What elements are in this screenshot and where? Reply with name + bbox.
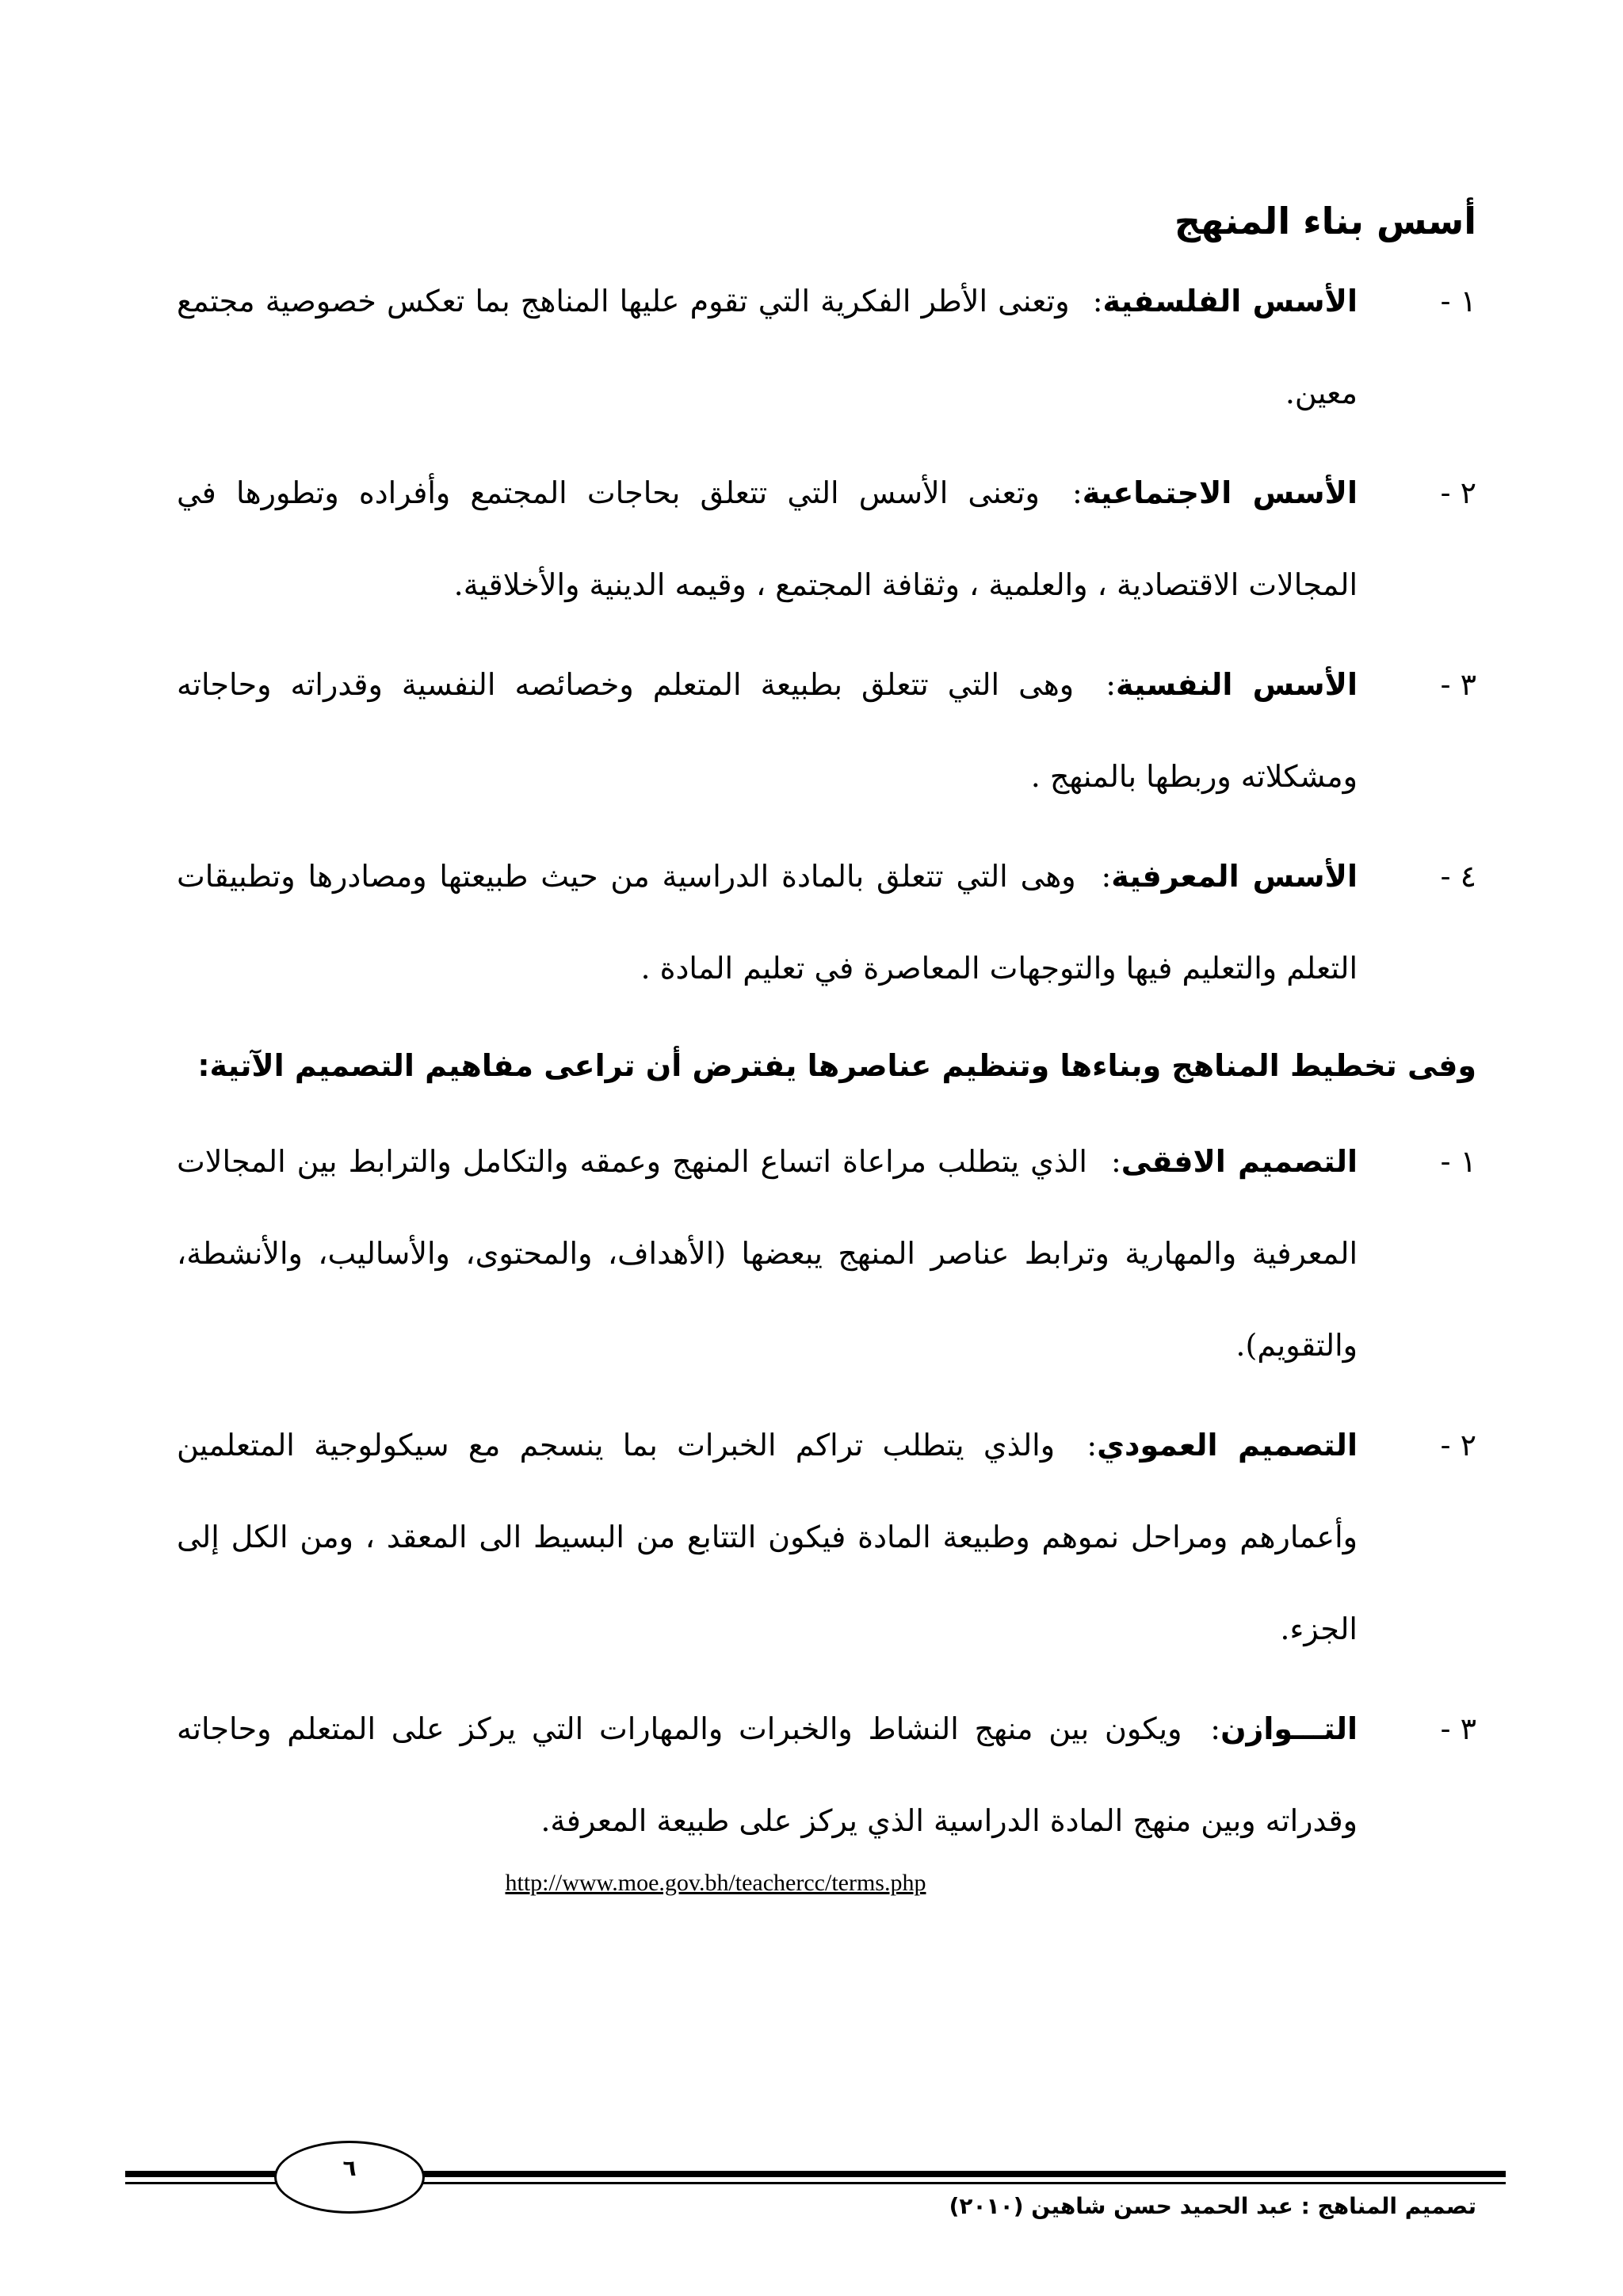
list-item-separator: : [1106, 667, 1117, 702]
list-item-separator: : [1071, 475, 1083, 510]
list-item-term: الأسس المعرفية [1111, 859, 1358, 894]
list-item-body [177, 639, 1358, 822]
list-item-number: ١ - [1440, 284, 1476, 318]
list-item-text: وتعنى الأسس التي تتعلق بحاجات المجتمع وأفراده وتطورها في المجالات الاقتصادية ، والعلمية ، وثقافة المجتمع ، وقيمه الدينية والأخلاقية. [177, 475, 1358, 602]
list-item-separator: : [1092, 284, 1103, 318]
list-item-body [177, 830, 1358, 1014]
list-item-body [177, 255, 1358, 439]
list-item [177, 639, 1476, 822]
list-item-separator: : [1101, 859, 1112, 894]
list-item-number: ١ - [1440, 1144, 1476, 1179]
list-item-number: ٤ - [1440, 859, 1476, 894]
list-item-number: ٣ - [1440, 1711, 1476, 1746]
source-link[interactable]: http://www.moe.gov.bh/teachercc/terms.php [505, 1870, 926, 1896]
list-item-term: الأسس الاجتماعية [1082, 475, 1358, 510]
list-item-text: والذي يتطلب تراكم الخبرات بما ينسجم مع سيكولوجية المتعلمين وأعمارهم ومراحل نموهم وطبيعة المادة فيكون التتابع من البسيط الى المعقد ، ومن الكل إلى الجزء. [177, 1428, 1358, 1646]
list-item-body [177, 1683, 1358, 1867]
list-item-separator: : [1110, 1144, 1121, 1179]
list-item-term: التصميم الافقى [1121, 1144, 1358, 1179]
list-item-separator: : [1086, 1428, 1098, 1463]
list-item [177, 255, 1476, 439]
list-item-term: التـــوازن [1220, 1711, 1358, 1746]
book-credit: تصميم المناهج : عبد الحميد حسن شاهين (٢٠١٠) [949, 2193, 1476, 2219]
list-item-body [177, 447, 1358, 631]
foundations-list [177, 255, 1476, 1014]
page-number: ٦ [274, 2141, 425, 2214]
list-item-text: ويكون بين منهج النشاط والخبرات والمهارات التي يركز على المتعلم وحاجاته وقدراته وبين منهج المادة الدراسية الذي يركز على طبيعة المعرفة. [177, 1711, 1358, 1838]
design-intro-heading: وفى تخطيط المناهج وبناءها وتنظيم عناصرها يفترض أن تراعى مفاهيم التصميم الآتية: [197, 1048, 1476, 1083]
list-item-text: وهى التي تتعلق بالمادة الدراسية من حيث طبيعتها ومصادرها وتطبيقات التعلم والتعليم فيها والتوجهات المعاصرة في تعليم المادة . [177, 859, 1358, 986]
list-item-number: ٣ - [1440, 667, 1476, 702]
list-item-term: الأسس النفسية [1116, 667, 1358, 702]
list-item-term: التصميم العمودي [1097, 1428, 1358, 1463]
list-item [177, 830, 1476, 1014]
list-item-number: ٢ - [1440, 475, 1476, 510]
document-body [177, 255, 1476, 1897]
design-concepts-list [177, 1116, 1476, 1867]
list-item [177, 447, 1476, 631]
list-item-separator: : [1210, 1711, 1221, 1746]
page-title: أسس بناء المنهج [1174, 199, 1476, 242]
list-item-term: الأسس الفلسفية [1102, 284, 1358, 318]
list-item-text: الذي يتطلب مراعاة اتساع المنهج وعمقه والتكامل والترابط بين المجالات المعرفية والمهارية وترابط عناصر المنهج يبعضها (الأهداف، والمحتوى، والأساليب، والأنشطة، والتقويم). [177, 1144, 1358, 1363]
list-item [177, 1683, 1476, 1867]
list-item-body [177, 1116, 1358, 1391]
list-item [177, 1399, 1476, 1675]
list-item-text: وتعنى الأطر الفكرية التي تقوم عليها المناهج بما تعكس خصوصية مجتمع معين. [177, 284, 1358, 410]
list-item-body [177, 1399, 1358, 1675]
list-item-number: ٢ - [1440, 1428, 1476, 1463]
list-item-text: وهى التي تتعلق بطبيعة المتعلم وخصائصه النفسية وقدراته وحاجاته ومشكلاته وربطها بالمنهج . [177, 667, 1358, 794]
list-item [177, 1116, 1476, 1391]
